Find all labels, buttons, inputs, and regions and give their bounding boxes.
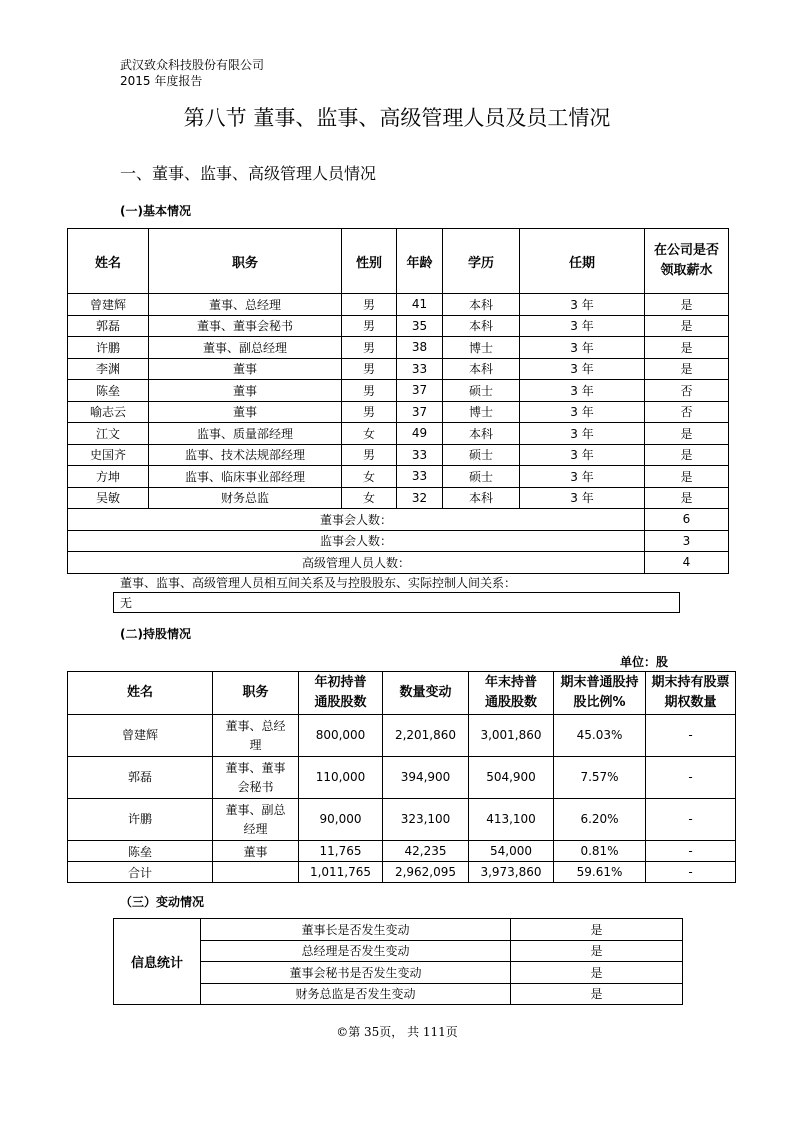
table-cell: 董事 [149, 401, 342, 423]
header-cell: 数量变动 [383, 672, 469, 715]
holdings-heading: (二)持股情况 [120, 627, 191, 641]
section-heading: 一、董事、监事、高级管理人员情况 [120, 164, 377, 183]
table-cell: 江文 [68, 423, 149, 445]
change-item: 财务总监是否发生变动 [201, 983, 511, 1005]
table-cell: 李渊 [68, 358, 149, 380]
header-cell: 姓名 [68, 229, 149, 294]
table-cell: 49 [397, 423, 443, 445]
table-cell: 董事、总经理 [149, 294, 342, 316]
change-value: 是 [511, 983, 683, 1005]
table-cell: - [646, 799, 736, 841]
header-cell: 在公司是否领取薪水 [645, 229, 729, 294]
table-cell: 37 [397, 380, 443, 402]
page-title: 第八节 董事、监事、高级管理人员及员工情况 [183, 106, 611, 130]
table-cell: 2,201,860 [383, 715, 469, 757]
table-cell: 郭磊 [68, 315, 149, 337]
change-value: 是 [511, 919, 683, 941]
table-cell: 6.20% [554, 799, 646, 841]
table-cell: 男 [342, 337, 397, 359]
table-cell: 是 [645, 337, 729, 359]
table-cell: 财务总监 [149, 487, 342, 509]
relation-value: 无 [113, 592, 680, 613]
total-row [68, 509, 729, 531]
table-cell: 曾建辉 [68, 294, 149, 316]
table-cell: - [646, 841, 736, 862]
table-cell: 男 [342, 380, 397, 402]
table-cell: 陈垒 [68, 380, 149, 402]
table-cell: 504,900 [469, 757, 554, 799]
table-cell: 董事 [149, 358, 342, 380]
total-value: 4 [645, 552, 729, 574]
table-cell: 是 [645, 466, 729, 488]
table-cell: - [646, 715, 736, 757]
table-cell: 博士 [443, 401, 520, 423]
table-row [68, 862, 736, 883]
changes-label: 信息统计 [114, 919, 201, 1005]
table-cell: 是 [645, 315, 729, 337]
table-cell: 董事、总经理 [213, 715, 299, 757]
table-cell: 59.61% [554, 862, 646, 883]
table-cell: 45.03% [554, 715, 646, 757]
table-cell: 3,973,860 [469, 862, 554, 883]
header-cell: 职务 [213, 672, 299, 715]
table-cell: 硕士 [443, 444, 520, 466]
table-cell: 监事、临床事业部经理 [149, 466, 342, 488]
table-row [68, 380, 729, 402]
table-row [68, 423, 729, 445]
changes-table [113, 918, 683, 1005]
header-cell: 性别 [342, 229, 397, 294]
table-cell: 董事、副总经理 [149, 337, 342, 359]
table-cell: 11,765 [299, 841, 383, 862]
total-label: 监事会人数： [68, 530, 645, 552]
table-cell [213, 862, 299, 883]
header-cell: 姓名 [68, 672, 213, 715]
table-cell: 413,100 [469, 799, 554, 841]
table-cell: 郭磊 [68, 757, 213, 799]
table-row [68, 715, 736, 757]
table-cell: 方坤 [68, 466, 149, 488]
header-cell: 年末持普通股股数 [469, 672, 554, 715]
total-row [68, 552, 729, 574]
table-cell: 女 [342, 466, 397, 488]
table-cell: 女 [342, 423, 397, 445]
table-cell: 否 [645, 380, 729, 402]
table-cell: 3 年 [520, 294, 645, 316]
table-cell: 323,100 [383, 799, 469, 841]
table-cell: 110,000 [299, 757, 383, 799]
table-cell: 38 [397, 337, 443, 359]
table-cell: 3 年 [520, 315, 645, 337]
header-cell: 学历 [443, 229, 520, 294]
table-row [68, 799, 736, 841]
table-cell: 3 年 [520, 401, 645, 423]
table-cell: 33 [397, 358, 443, 380]
table-cell: 800,000 [299, 715, 383, 757]
table-cell: - [646, 757, 736, 799]
table-cell: 3 年 [520, 337, 645, 359]
table-row [68, 358, 729, 380]
table-cell: 54,000 [469, 841, 554, 862]
change-item: 总经理是否发生变动 [201, 940, 511, 962]
table-header-row [68, 672, 736, 715]
change-item: 董事会秘书是否发生变动 [201, 962, 511, 984]
table-cell: 博士 [443, 337, 520, 359]
table-cell: 3 年 [520, 358, 645, 380]
table-cell: 本科 [443, 487, 520, 509]
table-cell: 监事、技术法规部经理 [149, 444, 342, 466]
table-cell: - [646, 862, 736, 883]
table-cell: 许鹏 [68, 799, 213, 841]
table-row [68, 487, 729, 509]
table-cell: 本科 [443, 423, 520, 445]
table-cell: 男 [342, 315, 397, 337]
total-label: 董事会人数： [68, 509, 645, 531]
table-cell: 男 [342, 294, 397, 316]
table-cell: 32 [397, 487, 443, 509]
total-value: 6 [645, 509, 729, 531]
header-cell: 任期 [520, 229, 645, 294]
table-cell: 3 年 [520, 487, 645, 509]
total-value: 3 [645, 530, 729, 552]
total-label: 高级管理人员人数： [68, 552, 645, 574]
table-cell: 女 [342, 487, 397, 509]
table-cell: 33 [397, 444, 443, 466]
table-header-row [68, 229, 729, 294]
table-row [114, 919, 683, 941]
table-cell: 是 [645, 358, 729, 380]
table-cell: 史国齐 [68, 444, 149, 466]
header-cell: 年龄 [397, 229, 443, 294]
table-cell: 董事、副总经理 [213, 799, 299, 841]
table-row [68, 337, 729, 359]
table-cell: 合计 [68, 862, 213, 883]
table-row [68, 757, 736, 799]
header-cell: 年初持普通股股数 [299, 672, 383, 715]
header-cell: 期末普通股持股比例% [554, 672, 646, 715]
basic-info-heading: (一)基本情况 [120, 204, 191, 218]
table-cell: 3 年 [520, 423, 645, 445]
table-cell: 394,900 [383, 757, 469, 799]
table-cell: 是 [645, 487, 729, 509]
table-cell: 董事、董事会秘书 [213, 757, 299, 799]
table-cell: 是 [645, 444, 729, 466]
table-cell: 3,001,860 [469, 715, 554, 757]
table-row [68, 841, 736, 862]
table-cell: 喻志云 [68, 401, 149, 423]
table-cell: 2,962,095 [383, 862, 469, 883]
table-cell: 董事、董事会秘书 [149, 315, 342, 337]
table-cell: 37 [397, 401, 443, 423]
table-cell: 陈垒 [68, 841, 213, 862]
table-cell: 硕士 [443, 466, 520, 488]
table-row [68, 401, 729, 423]
table-cell: 本科 [443, 358, 520, 380]
table-cell: 是 [645, 294, 729, 316]
table-cell: 本科 [443, 294, 520, 316]
table-row [68, 444, 729, 466]
holdings-table [67, 671, 736, 883]
table-row [68, 294, 729, 316]
basic-info-table [67, 228, 729, 574]
header-cell: 期末持有股票期权数量 [646, 672, 736, 715]
table-cell: 本科 [443, 315, 520, 337]
table-cell: 董事 [213, 841, 299, 862]
change-item: 董事长是否发生变动 [201, 919, 511, 941]
company-name: 武汉致众科技股份有限公司 [120, 58, 265, 72]
changes-heading: （三）变动情况 [120, 895, 205, 909]
table-cell: 41 [397, 294, 443, 316]
table-cell: 33 [397, 466, 443, 488]
page-footer: ©第 35页， 共 111页 [336, 1025, 458, 1039]
table-cell: 是 [645, 423, 729, 445]
table-row [68, 466, 729, 488]
table-cell: 硕士 [443, 380, 520, 402]
header-cell: 职务 [149, 229, 342, 294]
report-year: 2015 年度报告 [120, 74, 203, 88]
table-cell: 42,235 [383, 841, 469, 862]
change-value: 是 [511, 962, 683, 984]
table-cell: 0.81% [554, 841, 646, 862]
unit-label: 单位：股 [620, 655, 669, 669]
table-cell: 3 年 [520, 380, 645, 402]
table-cell: 1,011,765 [299, 862, 383, 883]
table-cell: 90,000 [299, 799, 383, 841]
table-cell: 男 [342, 444, 397, 466]
table-cell: 否 [645, 401, 729, 423]
table-cell: 许鹏 [68, 337, 149, 359]
table-row [68, 315, 729, 337]
table-cell: 3 年 [520, 466, 645, 488]
change-value: 是 [511, 940, 683, 962]
table-cell: 3 年 [520, 444, 645, 466]
table-cell: 7.57% [554, 757, 646, 799]
table-cell: 吴敏 [68, 487, 149, 509]
total-row [68, 530, 729, 552]
table-cell: 董事 [149, 380, 342, 402]
table-cell: 男 [342, 401, 397, 423]
table-cell: 监事、质量部经理 [149, 423, 342, 445]
table-cell: 男 [342, 358, 397, 380]
relation-label: 董事、监事、高级管理人员相互间关系及与控股股东、实际控制人间关系： [120, 576, 517, 590]
table-cell: 35 [397, 315, 443, 337]
table-cell: 曾建辉 [68, 715, 213, 757]
